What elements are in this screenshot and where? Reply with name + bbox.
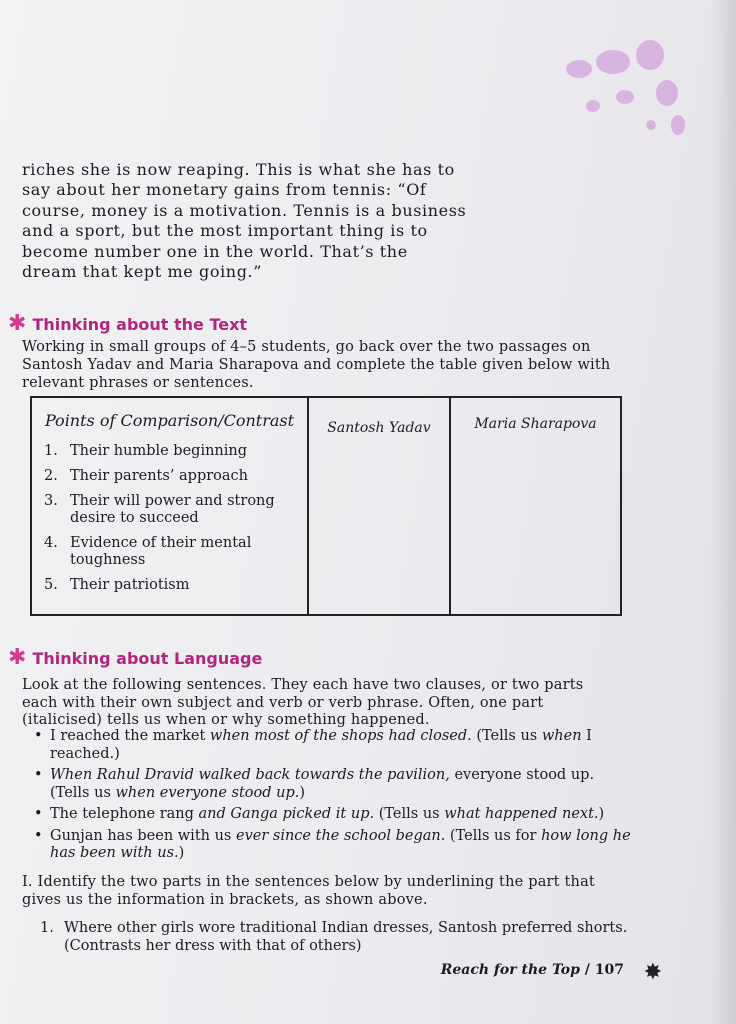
- maria-column-header: Maria Sharapova: [474, 416, 597, 432]
- floral-decoration-icon: [496, 20, 696, 160]
- exercise-item: 1. Where other girls wore traditional Indian dresses, Santosh preferred shorts. (Contrasts her dress with that of others): [40, 920, 628, 954]
- list-item: • When Rahul Dravid walked back towards the pavilion, everyone stood up. (Tells us when everyone stood up.): [32, 767, 632, 802]
- points-list: [32, 443, 307, 594]
- example-sentences: [32, 728, 632, 867]
- table-row: 2. Their parents’ approach: [44, 468, 249, 484]
- continued-paragraph: riches she is now reaping. This is what she has to say about her monetary gains from tennis: “Of course, money is a motivation. Tennis is a business and a sport, but the most important thing is to become number one in the world. That’s the dream that kept me going.”: [22, 160, 467, 282]
- table-instructions: Working in small groups of 4–5 students, go back over the two passages on Santosh Yadav and Maria Sharapova and complete the table given below with relevant phrases or sentences.: [22, 339, 611, 391]
- maria-column: [450, 397, 621, 615]
- santosh-column: [308, 397, 450, 615]
- comparison-table: [30, 396, 622, 616]
- page-spine-shadow: [710, 0, 736, 1024]
- table-row: 5. Their patriotism: [44, 577, 190, 593]
- list-item: • The telephone rang and Ganga picked it up. (Tells us what happened next.): [32, 806, 632, 824]
- asterisk-icon: ✱: [8, 645, 27, 670]
- table-row: 4. Evidence of their mental toughness: [44, 535, 252, 568]
- santosh-column-header: Santosh Yadav: [327, 420, 431, 436]
- chapter-title: Reach for the Top: [440, 962, 580, 978]
- list-item: • Gunjan has been with us ever since the school began. (Tells us for how long he has been with us.): [32, 828, 632, 863]
- heading-label: Thinking about the Text: [32, 314, 248, 334]
- points-column: [31, 397, 308, 615]
- page-number: 107: [594, 962, 624, 978]
- exercise-instruction: I. Identify the two parts in the sentences below by underlining the part that gives us the information in brackets, as shown above.: [22, 874, 595, 908]
- table-row: 3. Their will power and strong desire to succeed: [44, 493, 275, 526]
- footer-star-icon: ✸: [643, 960, 662, 985]
- list-item: • I reached the market when most of the shops had closed. (Tells us when I reached.): [32, 728, 632, 763]
- points-column-header: Points of Comparison/Contrast: [44, 411, 295, 430]
- heading-label: Thinking about Language: [32, 648, 263, 668]
- section-heading-language: [8, 647, 262, 669]
- section-heading-text: [8, 313, 247, 335]
- page-footer: Reach for the Top / 107: [440, 962, 624, 978]
- table-row: 1. Their humble beginning: [44, 443, 248, 459]
- language-intro: Look at the following sentences. They each have two clauses, or two parts each with their own subject and verb or verb phrase. Often, one part (italicised) tells us when or why something happened.: [22, 677, 584, 728]
- asterisk-icon: ✱: [8, 311, 27, 336]
